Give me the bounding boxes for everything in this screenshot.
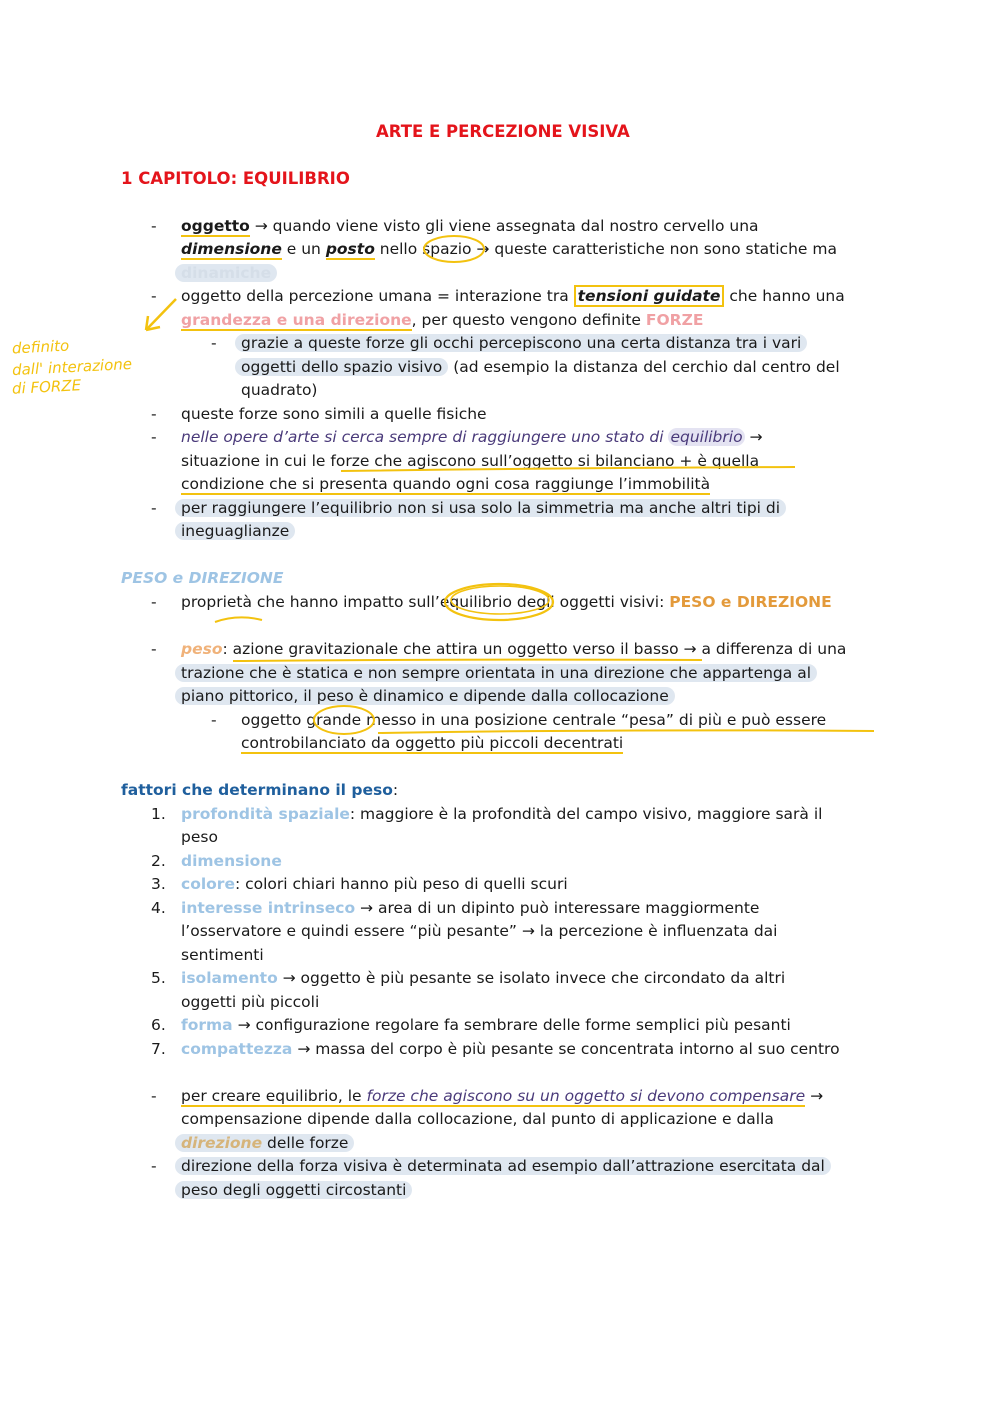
text: per creare equilibrio, le — [181, 1087, 367, 1105]
text: e un — [281, 240, 326, 258]
underline-proprieta — [215, 617, 262, 622]
text: piano pittorico, il peso è dinamico e dipende dalla collocazione — [175, 687, 675, 705]
list-item — [181, 874, 568, 894]
text: oggetti dello spazio visivo — [235, 358, 448, 376]
text: nello spazio → queste caratteristiche non sono statiche ma — [374, 240, 837, 258]
paragraph-line — [181, 498, 786, 518]
margin-note-line: di FORZE — [11, 376, 82, 398]
bullet-dash: - — [211, 334, 217, 352]
list-item — [181, 898, 759, 918]
bullet-dash: - — [151, 499, 157, 517]
text: oggetto della percezione umana = interazione tra — [181, 287, 574, 305]
list-item — [181, 851, 282, 871]
text: , per questo vengono definite — [411, 311, 646, 329]
text: oggetto grande messo in una posizione centrale “pesa” di più e può essere — [241, 711, 827, 729]
paragraph-line — [181, 639, 846, 659]
bullet-dash: - — [151, 428, 157, 446]
text: peso degli oggetti circostanti — [175, 1181, 412, 1199]
paragraph-line — [181, 427, 762, 447]
text: condizione che si presenta quando ogni cosa raggiunge l’immobilità — [181, 475, 711, 493]
text: → — [744, 428, 763, 446]
paragraph-line — [181, 239, 837, 259]
list-item — [181, 1015, 791, 1035]
list-item-cont: oggetti più piccoli — [181, 993, 320, 1011]
term-forze: FORZE — [645, 311, 704, 329]
paragraph-line — [181, 686, 675, 706]
list-number: 4. — [151, 899, 166, 917]
term-oggetto: oggetto — [181, 217, 250, 235]
paragraph-line — [181, 310, 703, 330]
term: forma — [181, 1016, 233, 1034]
paragraph-line — [181, 1180, 412, 1200]
text: trazione che è statica e non sempre orientata in una direzione che appartenga al — [175, 664, 817, 682]
margin-note-line: dall' interazione — [11, 354, 133, 380]
paragraph-line — [181, 592, 832, 612]
term-grandezza-direzione: grandezza e una direzione — [181, 311, 412, 329]
paragraph-line — [241, 357, 840, 377]
text: (ad esempio la distanza del cerchio dal centro del — [448, 358, 840, 376]
list-number: 1. — [151, 805, 166, 823]
term: isolamento — [181, 969, 278, 987]
arrow-head-icon — [146, 316, 160, 330]
section-heading-fattori — [121, 780, 398, 800]
text: ineguaglianze — [175, 522, 295, 540]
bullet-dash: - — [151, 593, 157, 611]
list-number: 6. — [151, 1016, 166, 1034]
paragraph-line — [181, 474, 710, 494]
underline-azione — [233, 660, 702, 661]
list-number: 2. — [151, 852, 166, 870]
text: controbilanciato da oggetto più piccoli decentrati — [241, 734, 624, 752]
text: → configurazione regolare fa sembrare delle forme semplici più pesanti — [232, 1016, 791, 1034]
list-number: 5. — [151, 969, 166, 987]
text: situazione in cui le forze che agiscono sull’oggetto si bilanciano + è quella — [181, 452, 760, 470]
list-item-cont: peso — [181, 828, 218, 846]
text: direzione della forza visiva è determinata ad esempio dall’attrazione esercitata dal — [175, 1157, 831, 1175]
term-peso-direzione: PESO e DIREZIONE — [669, 593, 832, 611]
paragraph-line — [181, 1109, 774, 1129]
term: compattezza — [181, 1040, 293, 1058]
paragraph-line — [181, 263, 277, 283]
term-peso: peso — [181, 640, 223, 658]
bullet-dash: - — [151, 287, 157, 305]
text: per raggiungere l’equilibrio non si usa solo la simmetria ma anche altri tipi di — [175, 499, 786, 517]
heading-text: fattori che determinano il peso — [121, 781, 393, 799]
text: : maggiore è la profondità del campo visivo, maggiore sarà il — [349, 805, 823, 823]
paragraph-line — [181, 286, 845, 306]
section-heading-peso-direzione: PESO e DIREZIONE — [121, 569, 284, 587]
document-title: ARTE E PERCEZIONE VISIVA — [376, 122, 630, 141]
term-dinamiche: dinamiche — [175, 264, 277, 282]
paragraph-line — [181, 1156, 831, 1176]
bullet-dash: - — [151, 217, 157, 235]
text: → oggetto è più pesante se isolato invece che circondato da altri — [277, 969, 786, 987]
paragraph-line — [181, 1086, 823, 1106]
list-item — [181, 1039, 840, 1059]
text: → massa del corpo è più pesante se concentrata intorno al suo centro — [292, 1040, 840, 1058]
text: : azione gravitazionale che attira un oggetto verso il basso → a differenza di una — [222, 640, 847, 658]
term-posto: posto — [325, 240, 375, 258]
term-dimensione: dimensione — [181, 240, 282, 258]
text: proprietà che hanno impatto sull’equilibrio degli oggetti visivi: — [181, 593, 670, 611]
text: : — [392, 781, 399, 799]
bullet-dash: - — [151, 405, 157, 423]
paragraph-line — [241, 710, 826, 730]
list-number: 3. — [151, 875, 166, 893]
text: che hanno una — [724, 287, 845, 305]
text: delle forze — [262, 1134, 349, 1152]
paragraph-line — [241, 733, 623, 753]
list-item-cont: l’osservatore e quindi essere “più pesante” → la percezione è influenzata dai — [181, 922, 778, 940]
term: profondità spaziale — [181, 805, 350, 823]
text-emphasis: forze che agiscono su un oggetto si devono compensare — [366, 1087, 806, 1105]
list-item — [181, 804, 822, 824]
paragraph-line: quadrato) — [241, 381, 318, 399]
paragraph-line — [181, 451, 759, 471]
text: compensazione dipende dalla collocazione, dal punto di applicazione e dalla — [181, 1110, 774, 1128]
text: nelle opere d’arte si cerca sempre di raggiungere uno stato di — [181, 428, 669, 446]
bullet-dash: - — [151, 1157, 157, 1175]
bullet-dash: - — [211, 711, 217, 729]
text: → area di un dipinto può interessare maggiormente — [355, 899, 760, 917]
chapter-heading: 1 CAPITOLO: EQUILIBRIO — [121, 169, 350, 188]
list-number: 7. — [151, 1040, 166, 1058]
text: → — [805, 1087, 824, 1105]
text: : colori chiari hanno più peso di quelli scuri — [234, 875, 568, 893]
paragraph-line — [181, 216, 759, 236]
paragraph-line — [241, 333, 807, 353]
paragraph-line — [181, 1133, 354, 1153]
term: colore — [181, 875, 235, 893]
text: → quando viene visto gli viene assegnata dal nostro cervello una — [249, 217, 759, 235]
term-direzione: direzione — [181, 1134, 263, 1152]
margin-note-line: definito — [11, 336, 70, 358]
term-equilibrio: equilibrio — [670, 428, 743, 446]
list-item — [181, 968, 785, 988]
paragraph-line — [181, 521, 295, 541]
term: dimensione — [181, 852, 282, 870]
list-item-cont: sentimenti — [181, 946, 264, 964]
text: grazie a queste forze gli occhi percepiscono una certa distanza tra i vari — [235, 334, 807, 352]
paragraph-line: queste forze sono simili a quelle fisiche — [181, 405, 487, 423]
bullet-dash: - — [151, 1087, 157, 1105]
term: interesse intrinseco — [181, 899, 356, 917]
bullet-dash: - — [151, 640, 157, 658]
paragraph-line — [181, 663, 817, 683]
term-tensioni-guidate: tensioni guidate — [574, 285, 725, 307]
